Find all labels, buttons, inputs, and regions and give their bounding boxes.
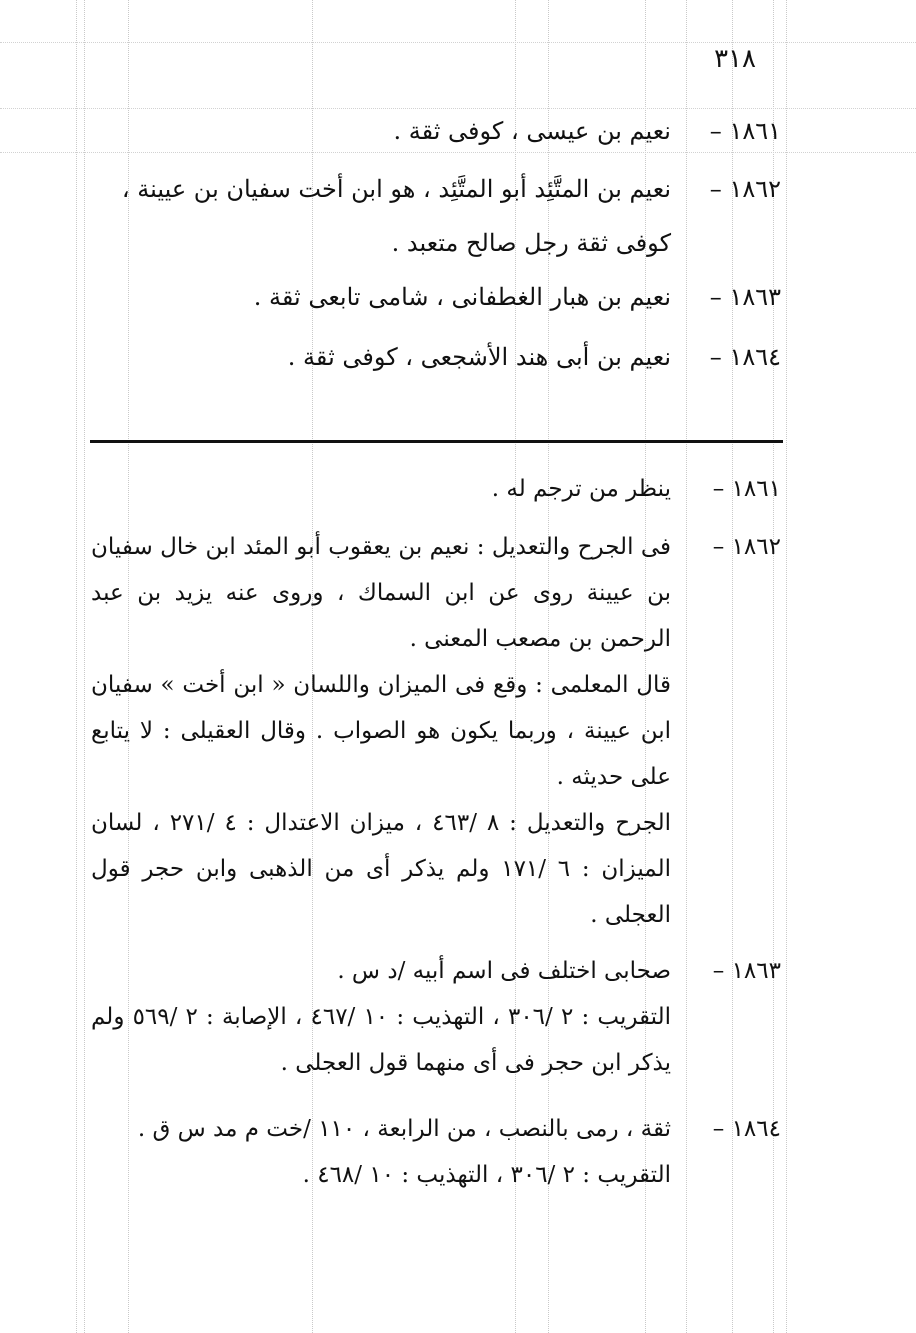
footnote-number: ١٨٦١ – [712,476,781,502]
entry-line: نعيم بن عيسى ، كوفى ثقة . [393,117,671,145]
footnote-paragraph: التقريب : ٢ /٣٠٦ ، التهذيب : ١٠ /٤٦٨ . [302,1162,671,1188]
entry-number: ١٨٦٣ – [709,283,781,311]
footnote-number: ١٨٦٢ – [712,534,781,560]
footnote-paragraph: صحابى اختلف فى اسم أبيه /د س . [337,958,671,984]
entry-1863 [91,270,781,324]
scan-guide-line [786,0,787,1333]
entry-number: ١٨٦٢ – [709,175,781,203]
scan-guide-line [84,0,85,1333]
footnote-paragraph: الجرح والتعديل : ٨ /٤٦٣ ، ميزان الاعتدال : ٤ /٢٧١ ، لسان الميزان : ٦ /١٧١ ولم يذكر أى من الذهبى وابن حجر قول العجلى . [91,810,671,928]
entry-line: كوفى ثقة رجل صالح متعبد . [391,229,671,257]
footnote-text [91,524,671,938]
entry-1862 [91,162,781,270]
scan-guide-line [0,42,916,43]
entry-text [91,270,671,324]
footnote-1864 [91,1106,781,1198]
entry-1864 [91,330,781,384]
entry-line: نعيم بن هبار الغطفانى ، شامى تابعى ثقة . [253,283,671,311]
footnote-1863 [91,948,781,1086]
entry-text [91,162,671,270]
footnote-paragraph: ثقة ، رمى بالنصب ، من الرابعة ، ١١٠ /خت م مد س ق . [137,1116,671,1142]
page-number: ٣١٨ [714,44,756,74]
footnote-paragraph: قال المعلمى : وقع فى الميزان واللسان « ابن أخت » سفيان ابن عيينة ، وربما يكون هو الصواب . وقال العقيلى : لا يتابع على حديثه . [91,672,671,790]
entry-1861 [91,104,781,158]
entry-line: نعيم بن أبى هند الأشجعى ، كوفى ثقة . [287,343,671,371]
footnote-text [91,1106,671,1198]
footnote-paragraph: ينظر من ترجم له . [491,476,671,502]
footnote-1861 [91,466,781,512]
footnote-separator [90,440,783,443]
footnote-text [91,466,671,512]
entry-text [91,104,671,158]
entry-text [91,330,671,384]
footnote-number: ١٨٦٤ – [712,1116,781,1142]
entry-line: نعيم بن المتَّئِد أبو المتَّئِد ، هو ابن أخت سفيان بن عيينة ، [121,175,671,203]
footnote-paragraph: التقريب : ٢ /٣٠٦ ، التهذيب : ١٠ /٤٦٧ ، الإصابة : ٢ /٥٦٩ ولم يذكر ابن حجر فى أى منهما قول العجلى . [91,1004,672,1076]
entry-number: ١٨٦٤ – [709,343,781,371]
footnote-paragraph: فى الجرح والتعديل : نعيم بن يعقوب أبو المئد ابن خال سفيان بن عيينة روى عن ابن السماك ، وروى عنه يزيد بن عبد الرحمن بن مصعب المعنى . [91,534,671,652]
entry-number: ١٨٦١ – [709,117,781,145]
footnote-number: ١٨٦٣ – [712,958,781,984]
scan-guide-line [76,0,77,1333]
footnote-text [91,948,671,1086]
footnote-1862 [91,524,781,938]
